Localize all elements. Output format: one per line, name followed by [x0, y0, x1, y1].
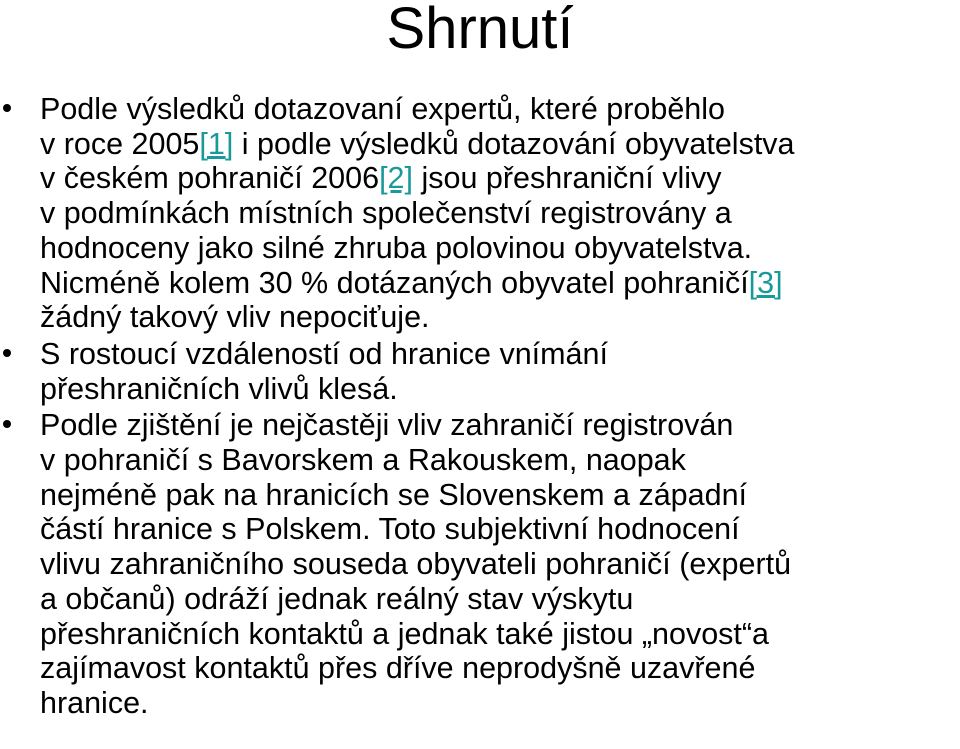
bullet-text: v českém pohraničí 2006	[40, 161, 380, 196]
bullet-text: přeshraničních kontaktů a jednak také jistou „novost“a	[40, 616, 770, 651]
bullet-line	[40, 372, 956, 407]
bullet-line	[40, 478, 956, 513]
bullet-line	[40, 231, 956, 266]
footnote-reference-link[interactable]: [1]	[199, 126, 234, 161]
bullet-text: v podmínkách místních společenství registrovány a	[40, 196, 732, 231]
bullet-line	[40, 161, 956, 196]
footnote-reference-link[interactable]: [2]	[379, 161, 413, 196]
bullet-text: v pohraničí s Bavorskem a Rakouskem, naopak	[40, 443, 686, 478]
bullet-line	[40, 547, 956, 582]
footnote-reference-link[interactable]: [3]	[748, 265, 783, 300]
bullet-line	[40, 300, 956, 335]
slide-title: Shrnutí	[386, 0, 574, 61]
bullet-line	[40, 266, 956, 301]
bullet-text: hodnoceny jako silné zhruba polovinou obyvatelstva.	[40, 230, 753, 265]
bullet-line	[40, 686, 956, 721]
bullet-text: hranice.	[40, 685, 149, 720]
bullet-line	[40, 408, 956, 443]
bullet-line	[40, 337, 956, 372]
bullet-text: i podle výsledků dotazování obyvatelstva	[233, 126, 795, 161]
bullet-text: v roce 2005	[40, 126, 200, 161]
bullet-text: částí hranice s Polskem. Toto subjektivní hodnocení	[40, 512, 740, 547]
bullet-line	[40, 127, 956, 162]
bullet-text: žádný takový vliv nepociťuje.	[40, 300, 430, 335]
bullet-line	[40, 443, 956, 478]
bullet-text: Nicméně kolem 30 % dotázaných obyvatel pohraničí	[40, 265, 749, 300]
bullet-item	[0, 408, 960, 720]
bullet-line	[40, 651, 956, 686]
bullet-text: jsou přeshraniční vlivy	[413, 161, 722, 196]
bullet-text: Podle zjištění je nejčastěji vliv zahraničí registrován	[40, 408, 734, 443]
bullet-text: vlivu zahraničního souseda obyvateli pohraničí (expertů	[40, 547, 792, 582]
bullet-dot-icon	[3, 104, 11, 112]
bullet-text: a občanů) odráží jednak reálný stav výskytu	[40, 581, 634, 616]
bullet-list	[0, 92, 960, 721]
bullet-text: přeshraničních vlivů klesá.	[40, 371, 398, 406]
bullet-text: S rostoucí vzdáleností od hranice vnímání	[40, 336, 608, 371]
bullet-item	[0, 337, 960, 406]
bullet-dot-icon	[3, 349, 11, 357]
bullet-line	[40, 617, 956, 652]
bullet-item	[0, 92, 960, 335]
bullet-text: zajímavost kontaktů přes dříve neprodyšně uzavřené	[40, 651, 756, 686]
bullet-text: Podle výsledků dotazovaní expertů, které proběhlo	[40, 92, 725, 126]
bullet-line	[40, 582, 956, 617]
bullet-line	[40, 196, 956, 231]
bullet-text: nejméně pak na hranicích se Slovenskem a západní	[40, 477, 748, 512]
bullet-line	[40, 92, 956, 127]
bullet-dot-icon	[3, 420, 11, 428]
bullet-line	[40, 512, 956, 547]
